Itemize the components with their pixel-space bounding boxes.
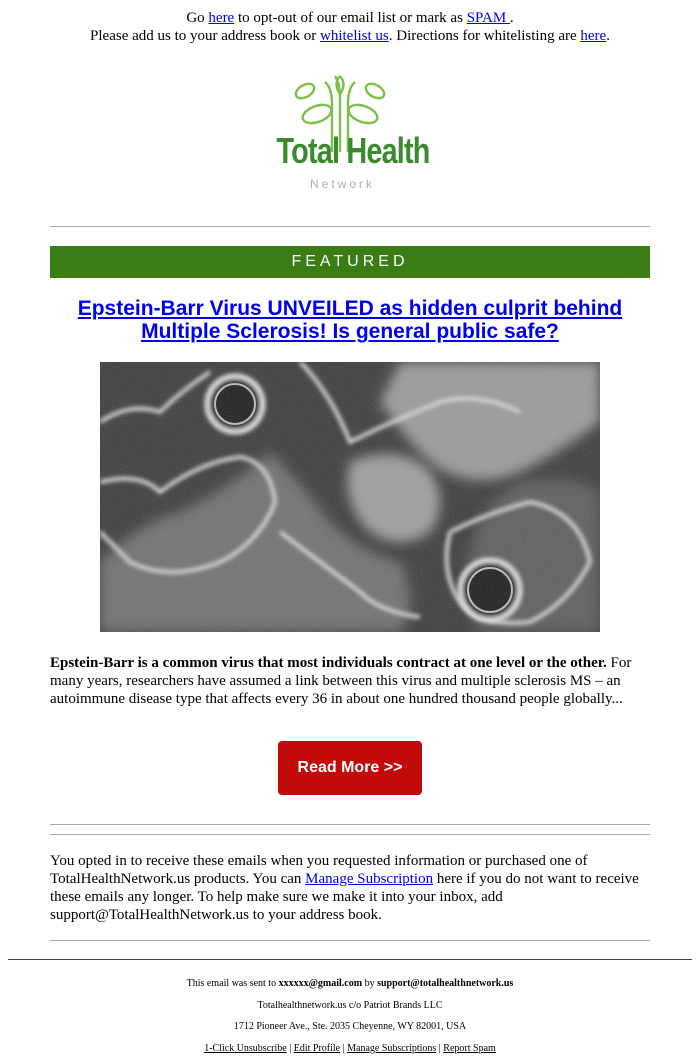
sender-email: support@totalhealthnetwork.us — [377, 978, 514, 989]
whitelist-directions-link[interactable]: here — [580, 28, 607, 44]
report-spam-link[interactable]: Report Spam — [443, 1043, 496, 1054]
spam-link[interactable]: SPAM — [466, 10, 510, 26]
virus-micrograph-image[interactable] — [100, 362, 600, 632]
featured-banner: FEATURED — [50, 246, 650, 278]
footer-sent-line: This email was sent to xxxxxx@gmail.com by support@totalhealthnetwork.us — [186, 978, 514, 989]
divider — [50, 226, 650, 227]
optin-notice: You opted in to receive these emails when you requested information or purchased one of TotalHealthNetwork.us products. You can Manage Subscription here if you do not want to receive these emails any longer. To help make sure we make it into your inbox, add support@TotalHealthNetwork.us to your address book. — [50, 853, 639, 923]
excerpt-lead: Epstein-Barr is a common virus that most individuals contract at one level or the other. — [50, 655, 607, 671]
whitelist-link[interactable]: whitelist us — [320, 28, 389, 44]
footer-links: 1-Click Unsubscribe | Edit Profile | Manage Subscriptions | Report Spam — [204, 1043, 496, 1054]
total-health-logo — [255, 74, 430, 196]
optout-line: Go here to opt-out of our email list or mark as SPAM . — [186, 10, 514, 26]
divider — [50, 834, 650, 835]
logo-wordmark: Total Health — [276, 130, 430, 171]
top-notice — [0, 9, 700, 45]
footer-divider — [8, 959, 692, 960]
footer-address: 1712 Pioneer Ave., Ste. 2035 Cheyenne, WY 82001, USA — [233, 1021, 467, 1032]
unsubscribe-link[interactable]: 1-Click Unsubscribe — [204, 1043, 287, 1054]
divider — [50, 940, 650, 941]
article-headline-link[interactable]: Epstein-Barr Virus UNVEILED as hidden culprit behind Multiple Sclerosis! Is general public safe? — [77, 297, 623, 343]
footer-company: Totalhealthnetwork.us c/o Patriot Brands LLC — [257, 1000, 443, 1011]
divider — [50, 824, 650, 825]
manage-subscription-link[interactable]: Manage Subscription — [305, 871, 434, 887]
recipient-email: xxxxxx@gmail.com — [278, 978, 363, 989]
logo-network-label: Network — [309, 177, 375, 191]
read-more-button[interactable]: Read More >> — [278, 741, 422, 795]
whitelist-line: Please add us to your address book or whitelist us. Directions for whitelisting are here. — [90, 28, 610, 44]
manage-subscriptions-link[interactable]: Manage Subscriptions — [347, 1043, 437, 1054]
optout-here-link[interactable]: here — [208, 10, 235, 26]
article-excerpt — [50, 654, 650, 708]
article-headline — [50, 297, 650, 343]
edit-profile-link[interactable]: Edit Profile — [293, 1043, 341, 1054]
excerpt-body: For many years, researchers have assumed a link between this virus and multiple sclerosis MS – an autoimmune disease type that affects every 36 in about one hundred thousand people globally... — [50, 655, 632, 707]
